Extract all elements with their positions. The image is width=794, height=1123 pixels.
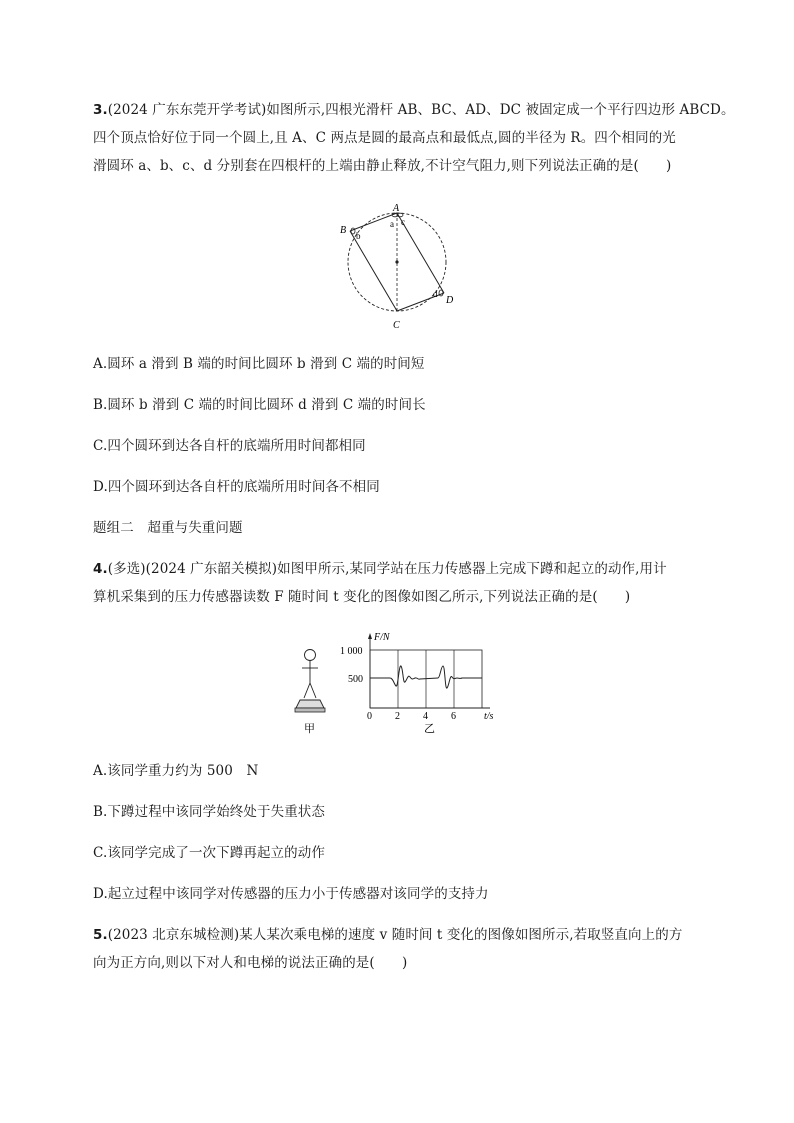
pressure-sensor bbox=[295, 700, 325, 712]
ring-b bbox=[351, 228, 355, 234]
q5-line-1 bbox=[93, 926, 682, 944]
q4-option-d: D.起立过程中该同学对传感器的压力小于传感器对该同学的支持力 bbox=[93, 886, 489, 902]
q5-stem-1: (2023 北京东城检测)某人某次乘电梯的速度 v 随时间 t 变化的图像如图所示,若取竖直向上的方 bbox=[107, 927, 683, 943]
y-tick-500: 500 bbox=[348, 674, 363, 685]
stick-figure bbox=[302, 650, 318, 699]
x-tick-2: 2 bbox=[395, 711, 400, 722]
label-d: d bbox=[433, 289, 438, 299]
q5-stem-2: 向为正方向,则以下对人和电梯的说法正确的是( ) bbox=[93, 955, 408, 971]
q5-number: 5. bbox=[93, 927, 108, 943]
figure-label-yi: 乙 bbox=[424, 723, 435, 735]
x-axis-label: t/s bbox=[484, 711, 494, 722]
q4-figure bbox=[290, 628, 510, 736]
label-C: C bbox=[393, 320, 400, 331]
q4-number: 4. bbox=[93, 561, 108, 577]
q3-stem-2: 四个顶点恰好位于同一个圆上,且 A、C 两点是圆的最高点和最低点,圆的半径为 R。四个相同的光 bbox=[93, 130, 676, 146]
figure-label-jia: 甲 bbox=[304, 723, 315, 735]
y-axis-label: F/N bbox=[374, 632, 390, 643]
q3-stem-1: (2024 广东东莞开学考试)如图所示,四根光滑杆 AB、BC、AD、DC 被固定成一个平行四边形 ABCD。 bbox=[107, 102, 735, 118]
circle-center-dot bbox=[395, 260, 398, 263]
q4-stem-1: (多选)(2024 广东韶关模拟)如图甲所示,某同学站在压力传感器上完成下蹲和起立的动作,用计 bbox=[107, 561, 667, 577]
x-tick-6: 6 bbox=[451, 711, 456, 722]
y-tick-1000: 1 000 bbox=[340, 646, 363, 657]
q3-stem-3: 滑圆环 a、b、c、d 分别套在四根杆的上端由静止释放,不计空气阻力,则下列说法正确的是( ) bbox=[93, 158, 672, 174]
ft-graph bbox=[340, 632, 494, 722]
q3-option-d: D.四个圆环到达各自杆的底端所用时间各不相同 bbox=[93, 479, 380, 495]
label-D: D bbox=[446, 295, 454, 306]
q4-option-b: B.下蹲过程中该同学始终处于失重状态 bbox=[93, 804, 326, 820]
label-c: c bbox=[401, 217, 405, 227]
q4-option-a: A.该同学重力约为 500 N bbox=[93, 763, 259, 779]
q3-option-a: A.圆环 a 滑到 B 端的时间比圆环 b 滑到 C 端的时间短 bbox=[93, 356, 425, 372]
label-a: a bbox=[390, 219, 394, 229]
q4-stem-2: 算机采集到的压力传感器读数 F 随时间 t 变化的图像如图乙所示,下列说法正确的是( ) bbox=[93, 589, 631, 605]
ring-d bbox=[439, 290, 443, 296]
q4-line-1 bbox=[93, 560, 667, 578]
q3-circle-figure bbox=[338, 200, 456, 332]
label-b: b bbox=[356, 231, 361, 241]
q3-option-c: C.四个圆环到达各自杆的底端所用时间都相同 bbox=[93, 438, 366, 454]
label-A: A bbox=[393, 203, 400, 214]
label-B: B bbox=[340, 225, 347, 236]
section-heading: 题组二 超重与失重问题 bbox=[93, 520, 243, 536]
x-tick-4: 4 bbox=[423, 711, 428, 722]
q3-number: 3. bbox=[93, 102, 108, 118]
x-tick-0: 0 bbox=[367, 711, 372, 722]
q3-option-b: B.圆环 b 滑到 C 端的时间比圆环 d 滑到 C 端的时间长 bbox=[93, 397, 426, 413]
q4-option-c: C.该同学完成了一次下蹲再起立的动作 bbox=[93, 845, 325, 861]
q3-line-1 bbox=[93, 101, 735, 119]
rod-BC bbox=[350, 231, 397, 311]
